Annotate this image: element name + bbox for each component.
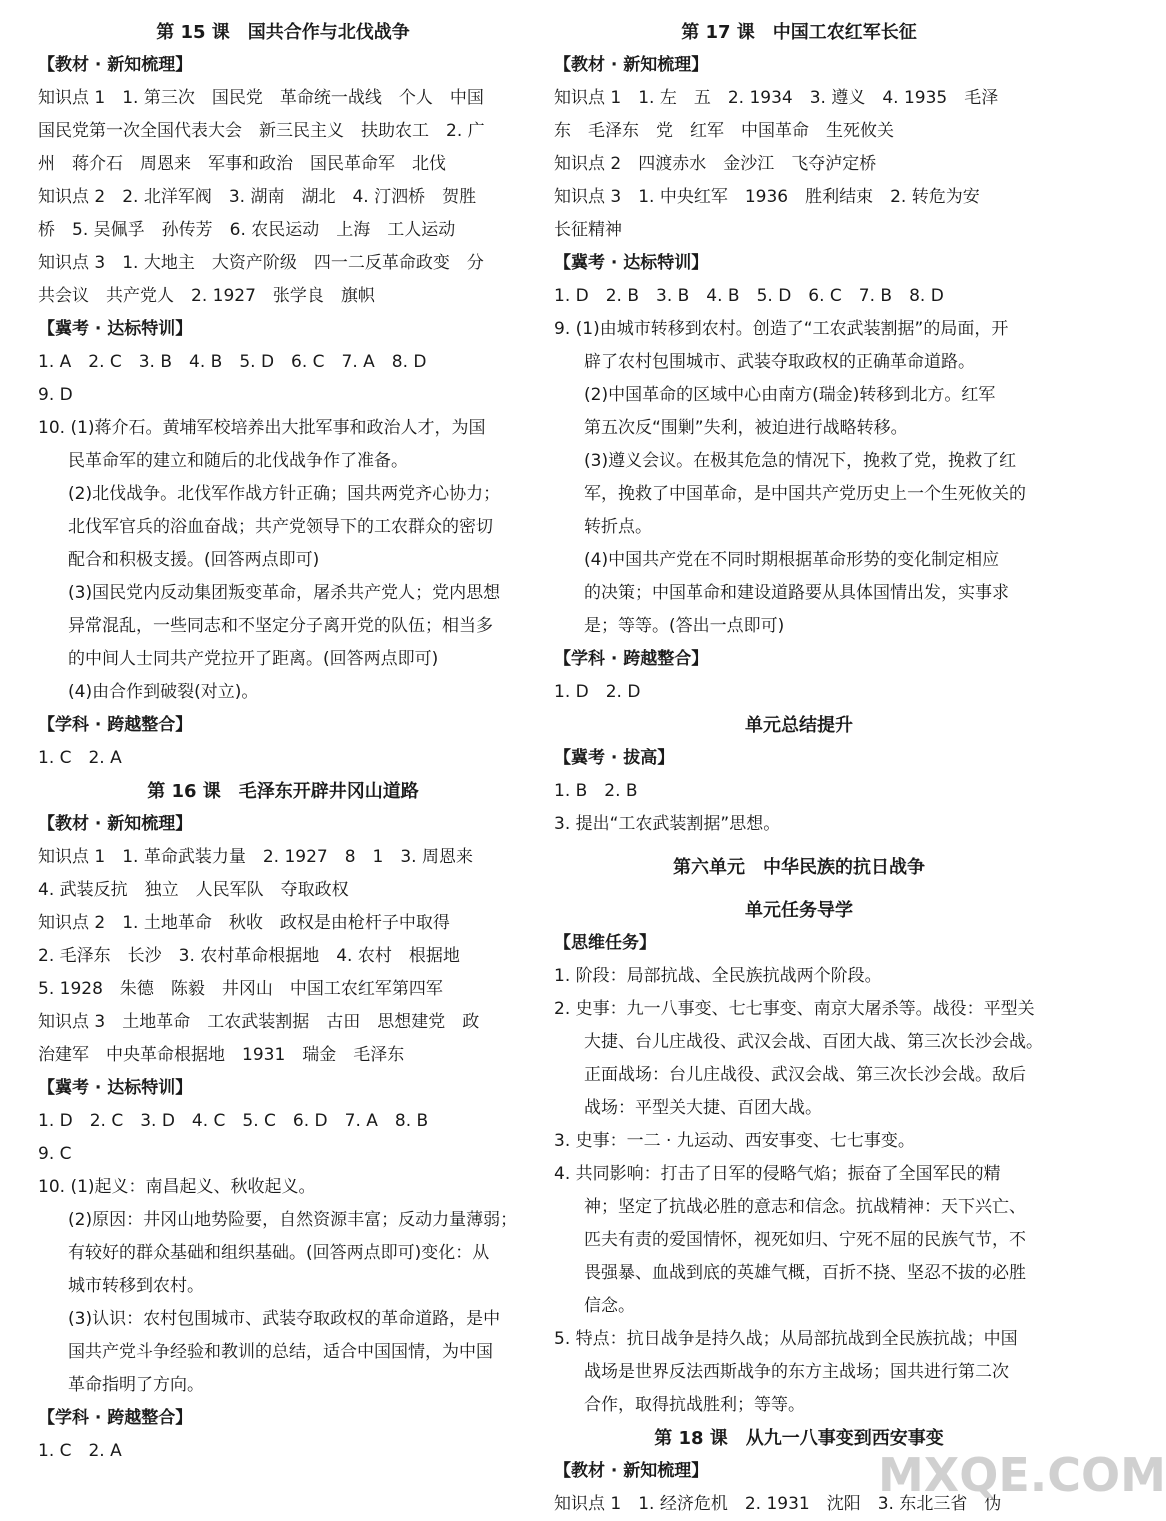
text-line: 1. D 2. C 3. D 4. C 5. C 6. D 7. A 8. B — [38, 1111, 429, 1131]
text-line: 桥 5. 吴佩孚 孙传芳 6. 农民运动 上海 工人运动 — [38, 220, 456, 240]
section-title: 单元任务导学 — [745, 900, 853, 921]
section-heading: 【教材 · 新知梳理】 — [554, 1461, 709, 1481]
text-line: 5. 特点：抗日战争是持久战；从局部抗战到全民族抗战；中国 — [554, 1329, 1018, 1349]
text-line: 民革命军的建立和随后的北伐战争作了准备。 — [68, 451, 408, 471]
text-line: (3)国民党内反动集团叛变革命，屠杀共产党人；党内思想 — [68, 583, 501, 603]
text-line: 配合和积极支援。(回答两点即可) — [68, 550, 320, 570]
text-line: 畏强暴、血战到底的英雄气概，百折不挠、坚忍不拔的必胜 — [584, 1263, 1026, 1283]
text-line: 正面战场：台儿庄战役、武汉会战、第三次长沙会战。敌后 — [584, 1065, 1026, 1085]
text-line: 大捷、台儿庄战役、武汉会战、百团大战、第三次长沙会战。 — [584, 1032, 1043, 1052]
section-heading: 【学科 · 跨越整合】 — [38, 715, 193, 735]
text-line: 第五次反“围剿”失利，被迫进行战略转移。 — [584, 418, 908, 438]
text-line: 1. C 2. A — [38, 748, 122, 768]
text-line: 9. C — [38, 1144, 72, 1164]
text-line: 匹夫有责的爱国情怀，视死如归、宁死不屈的民族气节，不 — [584, 1230, 1026, 1250]
text-line: 城市转移到农村。 — [68, 1276, 204, 1296]
text-line: 战场是世界反法西斯战争的东方主战场；国共进行第二次 — [584, 1362, 1009, 1382]
right-column — [554, 16, 1044, 1521]
section-heading: 【冀考 · 达标特训】 — [38, 319, 193, 339]
text-line: (4)由合作到破裂(对立)。 — [68, 682, 259, 702]
section-heading: 【冀考 · 达标特训】 — [554, 253, 709, 273]
text-line: 9. (1)由城市转移到农村。创造了“工农武装割据”的局面，开 — [554, 319, 1009, 339]
text-line: 知识点 2 1. 土地革命 秋收 政权是由枪杆子中取得 — [38, 913, 450, 933]
text-line: 异常混乱，一些同志和不坚定分子离开党的队伍；相当多 — [68, 616, 493, 636]
text-line: 辟了农村包围城市、武装夺取政权的正确革命道路。 — [584, 352, 975, 372]
text-line — [554, 884, 1044, 894]
text-line: 3. 史事：一二 · 九运动、西安事变、七七事变。 — [554, 1131, 915, 1151]
text-line: 1. D 2. D — [554, 682, 641, 702]
section-heading: 【教材 · 新知梳理】 — [38, 55, 193, 75]
section-heading: 【学科 · 跨越整合】 — [554, 649, 709, 669]
text-line: 治建军 中央革命根据地 1931 瑞金 毛泽东 — [38, 1045, 405, 1065]
text-line: 信念。 — [584, 1296, 635, 1316]
text-line: 知识点 3 1. 大地主 大资产阶级 四一二反革命政变 分 — [38, 253, 484, 273]
text-line: 知识点 1 1. 左 五 2. 1934 3. 遵义 4. 1935 毛泽 — [554, 88, 999, 108]
text-line: (4)中国共产党在不同时期根据革命形势的变化制定相应 — [584, 550, 1000, 570]
section-heading: 【教材 · 新知梳理】 — [38, 814, 193, 834]
text-line: 东 毛泽东 党 红军 中国革命 生死攸关 — [554, 121, 894, 141]
section-title: 第 18 课 从九一八事变到西安事变 — [654, 1428, 944, 1449]
section-title: 第 15 课 国共合作与北伐战争 — [156, 22, 410, 43]
text-line: 知识点 1 1. 第三次 国民党 革命统一战线 个人 中国 — [38, 88, 484, 108]
text-line: 北伐军官兵的浴血奋战；共产党领导下的工农群众的密切 — [68, 517, 493, 537]
left-column — [38, 16, 528, 1468]
text-line: 1. B 2. B — [554, 781, 638, 801]
text-line: 长征精神 — [554, 220, 622, 240]
text-line: 知识点 3 土地革命 工农武装割据 古田 思想建党 政 — [38, 1012, 480, 1032]
text-line: 1. D 2. B 3. B 4. B 5. D 6. C 7. B 8. D — [554, 286, 944, 306]
text-line: 共会议 共产党人 2. 1927 张学良 旗帜 — [38, 286, 375, 306]
text-line: 10. (1)蒋介石。黄埔军校培养出大批军事和政治人才，为国 — [38, 418, 486, 438]
section-heading: 【冀考 · 拔高】 — [554, 748, 675, 768]
text-line: 1. A 2. C 3. B 4. B 5. D 6. C 7. A 8. D — [38, 352, 427, 372]
text-line: 神；坚定了抗战必胜的意志和信念。抗战精神：天下兴亡、 — [584, 1197, 1026, 1217]
watermark: MXQE.COM — [878, 1448, 1166, 1502]
text-line: 知识点 1 1. 经济危机 2. 1931 沈阳 3. 东北三省 伪 — [554, 1494, 1002, 1514]
text-line: 2. 史事：九一八事变、七七事变、南京大屠杀等。战役：平型关 — [554, 999, 1035, 1019]
text-line: (2)中国革命的区域中心由南方(瑞金)转移到北方。红军 — [584, 385, 996, 405]
text-line: 合作，取得抗战胜利；等等。 — [584, 1395, 805, 1415]
text-line: 的中间人士同共产党拉开了距离。(回答两点即可) — [68, 649, 439, 669]
text-line: 有较好的群众基础和组织基础。(回答两点即可)变化：从 — [68, 1243, 490, 1263]
text-line: 战场：平型关大捷、百团大战。 — [584, 1098, 822, 1118]
section-title: 单元总结提升 — [745, 715, 853, 736]
text-line: 4. 武装反抗 独立 人民军队 夺取政权 — [38, 880, 349, 900]
text-line: 革命指明了方向。 — [68, 1375, 204, 1395]
text-line: (3)遵义会议。在极其危急的情况下，挽救了党，挽救了红 — [584, 451, 1017, 471]
text-line: 9. D — [38, 385, 73, 405]
section-heading: 【教材 · 新知梳理】 — [554, 55, 709, 75]
text-line: 2. 毛泽东 长沙 3. 农村革命根据地 4. 农村 根据地 — [38, 946, 460, 966]
text-line — [554, 841, 1044, 851]
text-line: (2)北伐战争。北伐军作战方针正确；国共两党齐心协力； — [68, 484, 501, 504]
text-line: 知识点 3 1. 中央红军 1936 胜利结束 2. 转危为安 — [554, 187, 980, 207]
text-line: (3)认识：农村包围城市、武装夺取政权的革命道路，是中 — [68, 1309, 501, 1329]
text-line: 国民党第一次全国代表大会 新三民主义 扶助农工 2. 广 — [38, 121, 485, 141]
text-line: 是；等等。(答出一点即可) — [584, 616, 785, 636]
text-line: 知识点 2 2. 北洋军阀 3. 湖南 湖北 4. 汀泗桥 贺胜 — [38, 187, 477, 207]
section-heading: 【学科 · 跨越整合】 — [38, 1408, 193, 1428]
text-line: 5. 1928 朱德 陈毅 井冈山 中国工农红军第四军 — [38, 979, 443, 999]
text-line: 知识点 1 1. 革命武装力量 2. 1927 8 1 3. 周恩来 — [38, 847, 473, 867]
text-line: 1. C 2. A — [38, 1441, 122, 1461]
text-line: 1. 阶段：局部抗战、全民族抗战两个阶段。 — [554, 966, 882, 986]
section-title: 第六单元 中华民族的抗日战争 — [673, 857, 925, 878]
section-title: 第 16 课 毛泽东开辟井冈山道路 — [147, 781, 419, 802]
text-line: 3. 提出“工农武装割据”思想。 — [554, 814, 781, 834]
text-line: 知识点 2 四渡赤水 金沙江 飞夺泸定桥 — [554, 154, 877, 174]
text-line: (2)原因：井冈山地势险要，自然资源丰富；反动力量薄弱； — [68, 1210, 518, 1230]
text-line: 的决策；中国革命和建设道路要从具体国情出发，实事求 — [584, 583, 1009, 603]
text-line: 州 蒋介石 周恩来 军事和政治 国民革命军 北伐 — [38, 154, 446, 174]
section-title: 第 17 课 中国工农红军长征 — [681, 22, 917, 43]
text-line: 4. 共同影响：打击了日军的侵略气焰；振奋了全国军民的精 — [554, 1164, 1001, 1184]
section-heading: 【思维任务】 — [554, 933, 656, 953]
text-line: 军，挽救了中国革命，是中国共产党历史上一个生死攸关的 — [584, 484, 1026, 504]
text-line: 国共产党斗争经验和教训的总结，适合中国国情，为中国 — [68, 1342, 493, 1362]
section-heading: 【冀考 · 达标特训】 — [38, 1078, 193, 1098]
text-line: 10. (1)起义：南昌起义、秋收起义。 — [38, 1177, 316, 1197]
text-line: 转折点。 — [584, 517, 652, 537]
